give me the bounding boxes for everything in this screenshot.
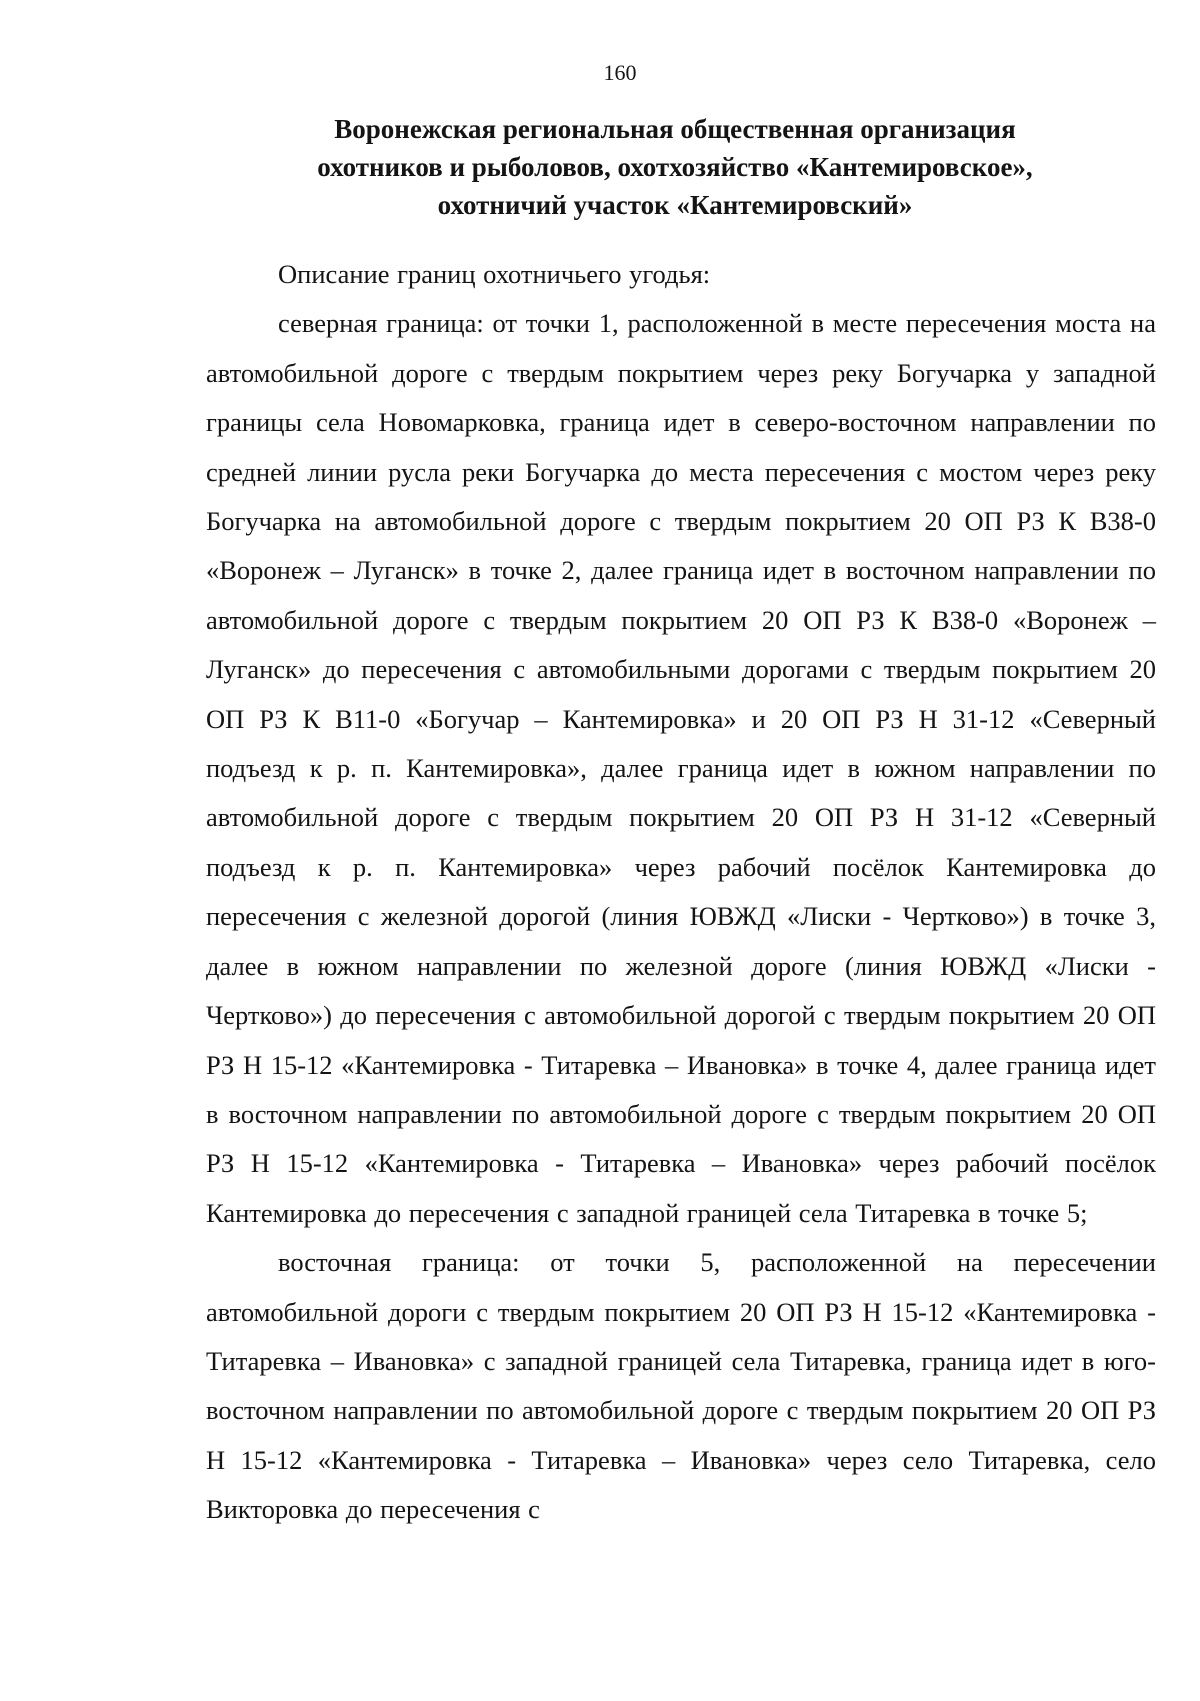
document-body [206,250,1156,1535]
eastern-boundary-paragraph: восточная граница: от точки 5, расположенной на пересечении автомобильной дороги с твердым покрытием 20 ОП РЗ Н 15-12 «Кантемировка - Титаревка – Ивановка» с западной границей села Титаревка, граница идет в юго-восточном направлении по автомобильной дороге с твердым покрытием 20 ОП РЗ Н 15-12 «Кантемировка - Титаревка – Ивановка» через село Титаревка, село Викторовка до пересечения с [206,1247,1156,1525]
title-line-3: охотничий участок «Кантемировский» [437,190,913,220]
title-line-1: Воронежская региональная общественная организация [334,114,1016,144]
document-title [200,110,1150,224]
northern-boundary-paragraph: северная граница: от точки 1, расположенной в месте пересечения моста на автомобильной дороге с твердым покрытием через реку Богучарка у западной границы села Новомарковка, граница идет в северо-восточном направлении по средней линии русла реки Богучарка до места пересечения с мостом через реку Богучарка на автомобильной дороге с твердым покрытием 20 ОП РЗ К В38-0 «Воронеж – Луганск» в точке 2, далее граница идет в восточном направлении по автомобильной дороге с твердым покрытием 20 ОП РЗ К В38-0 «Воронеж – Луганск» до пересечения с автомобильными дорогами с твердым покрытием 20 ОП РЗ К В11-0 «Богучар – Кантемировка» и 20 ОП РЗ Н 31-12 «Северный подъезд к р. п. Кантемировка», далее граница идет в южном направлении по автомобильной дороге с твердым покрытием 20 ОП РЗ Н 31-12 «Северный подъезд к р. п. Кантемировка» через рабочий посёлок Кантемировка до пересечения с железной дорогой (линия ЮВЖД «Лиски - Чертково») в точке 3, далее в южном направлении по железной дороге (линия ЮВЖД «Лиски - Чертково») до пересечения с автомобильной дорогой с твердым покрытием 20 ОП РЗ Н 15-12 «Кантемировка - Титаревка – Ивановка» в точке 4, далее граница идет в восточном направлении по автомобильной дороге с твердым покрытием 20 ОП РЗ Н 15-12 «Кантемировка - Титаревка – Ивановка» через рабочий посёлок Кантемировка до пересечения с западной границей села Титаревка в точке 5; [206,308,1156,1228]
title-line-2: охотников и рыболовов, охотхозяйство «Кантемировское», [317,152,1033,182]
boundaries-intro-paragraph: Описание границ охотничьего угодья: [278,259,711,289]
page-number: 160 [603,60,637,85]
